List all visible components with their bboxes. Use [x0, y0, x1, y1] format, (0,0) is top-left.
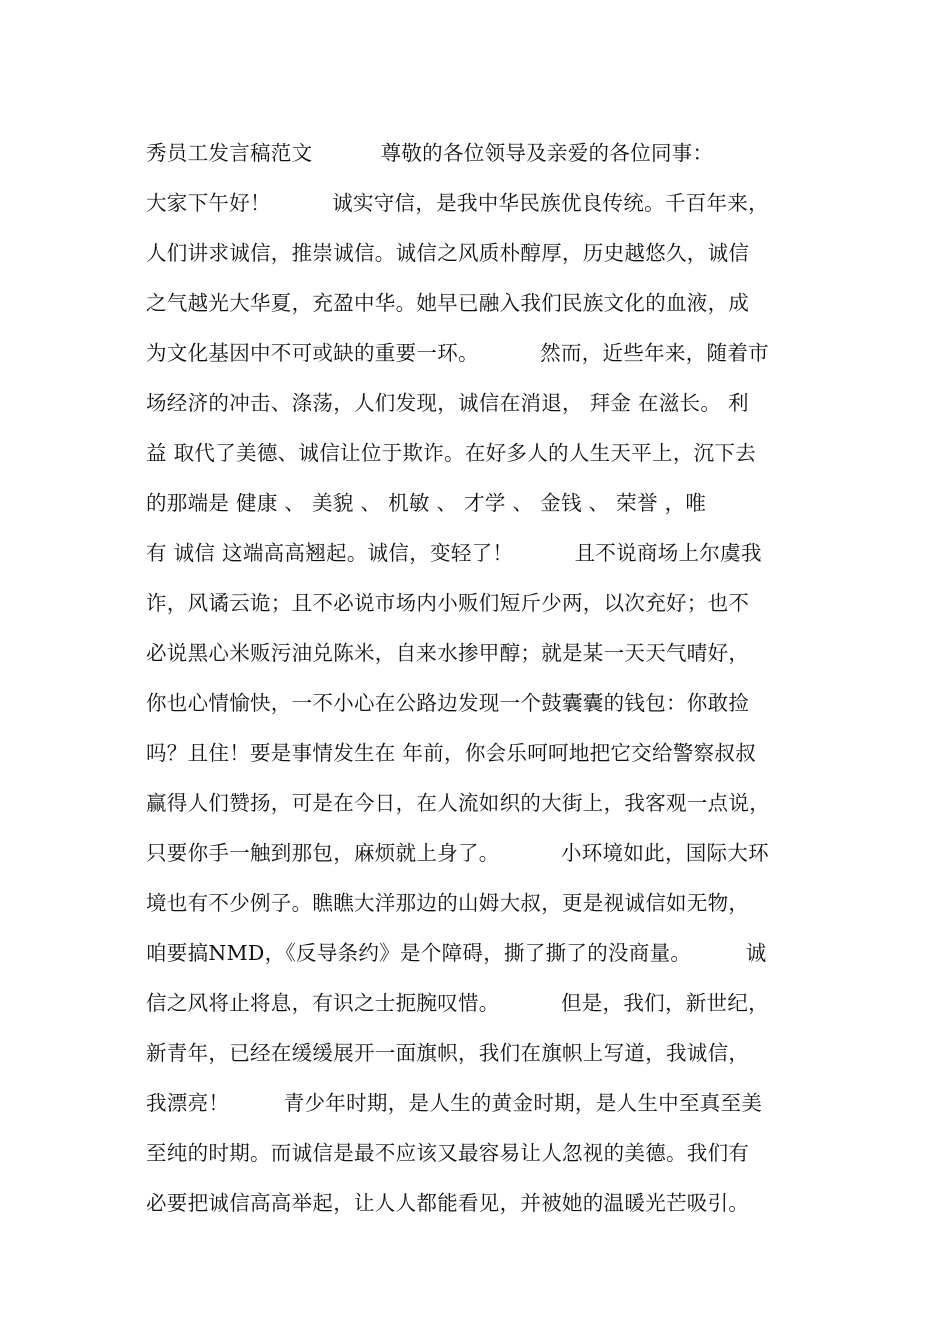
text-line-4: 之气越光大华夏，充盈中华。她早已融入我们民族文化的血液，成: [146, 291, 750, 315]
text-line-5: 为文化基因中不可或缺的重要一环。 然而，近些年来，随着市: [146, 341, 769, 365]
text-line-13: 吗？且住！要是事情发生在 年前，你会乐呵呵地把它交给警察叔叔: [146, 741, 757, 765]
text-line-12: 你也心情愉快，一不小心在公路边发现一个鼓囊囊的钱包：你敢捡: [146, 691, 750, 715]
text-line-19: 新青年，已经在缓缓展开一面旗帜，我们在旗帜上写道，我诚信，: [146, 1041, 750, 1065]
text-line-22: 必要把诚信高高举起，让人人都能看见，并被她的温暖光芒吸引。: [146, 1191, 750, 1215]
text-line-11: 必说黑心米贩污油兑陈米，自来水掺甲醇；就是某一天天气晴好，: [146, 641, 750, 665]
text-line-15: 只要你手一触到那包，麻烦就上身了。 小环境如此，国际大环: [146, 841, 769, 865]
text-line-20: 我漂亮！ 青少年时期，是人生的黄金时期，是人生中至真至美: [146, 1091, 763, 1115]
text-line-6: 场经济的冲击、涤荡，人们发现，诚信在消退， 拜金 在滋长。 利: [146, 391, 749, 415]
text-line-18: 信之风将止将息，有识之士扼腕叹惜。 但是，我们，新世纪，: [146, 991, 769, 1015]
text-line-14: 赢得人们赞扬，可是在今日，在人流如织的大街上，我客观一点说，: [146, 791, 770, 815]
text-line-21: 至纯的时期。而诚信是最不应该又最容易让人忽视的美德。我们有: [146, 1141, 750, 1165]
text-line-10: 诈，风谲云诡；且不必说市场内小贩们短斤少两，以次充好；也不: [146, 591, 750, 615]
text-line-7: 益 取代了美德、诚信让位于欺诈。在好多人的人生天平上，沉下去: [146, 441, 757, 465]
text-line-9: 有 诚信 这端高高翘起。诚信，变轻了！ 且不说商场上尔虞我: [146, 541, 762, 565]
text-line-8: 的那端是 健康 、 美貌 、 机敏 、 才学 、 金钱 、 荣誉 ，唯: [146, 491, 707, 515]
text-line-17: 咱要搞NMD，《反导条约》是个障碍，撕了撕了的没商量。 诚: [146, 941, 767, 965]
text-line-16: 境也有不少例子。瞧瞧大洋那边的山姆大叔，更是视诚信如无物，: [146, 891, 750, 915]
text-line-1: 秀员工发言稿范文 尊敬的各位领导及亲爱的各位同事：: [146, 141, 714, 165]
text-line-2: 大家下午好！ 诚实守信，是我中华民族优良传统。千百年来，: [146, 191, 769, 215]
text-line-3: 人们讲求诚信，推崇诚信。诚信之风质朴醇厚，历史越悠久，诚信: [146, 241, 750, 265]
speech-text: [146, 128, 826, 1228]
